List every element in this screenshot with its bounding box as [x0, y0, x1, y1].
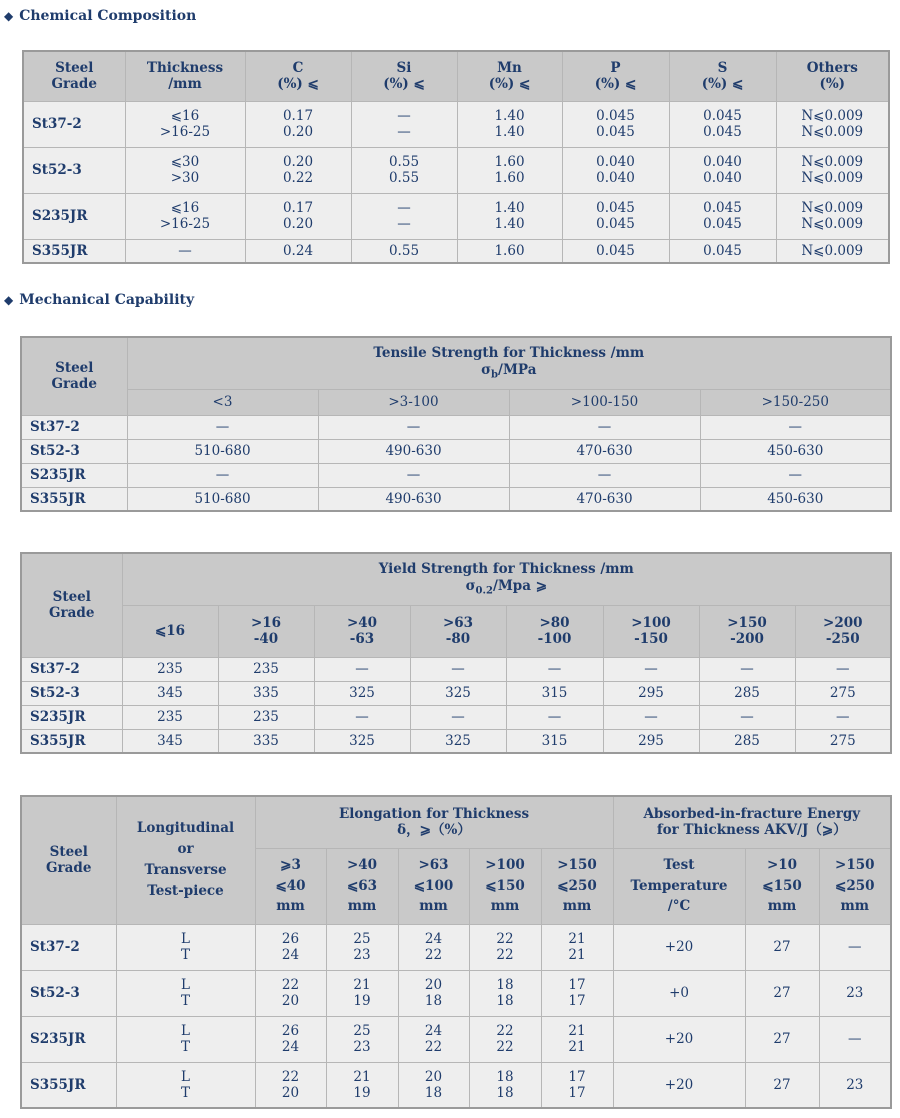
value-cell: 325	[314, 681, 410, 705]
value-cell: 470-630	[509, 487, 700, 511]
value-cell: 0.17 0.20	[245, 193, 351, 239]
test-piece-cell: L T	[116, 1062, 255, 1108]
grade-cell: S355JR	[21, 487, 127, 511]
value-cell: 0.045 0.045	[562, 193, 669, 239]
table-row	[21, 970, 891, 1016]
value-cell: — —	[351, 193, 457, 239]
value-cell: 26 24	[255, 924, 326, 970]
grade-cell: St37-2	[23, 101, 125, 147]
value-cell: 22 22	[469, 1016, 541, 1062]
value-cell: —	[314, 705, 410, 729]
value-cell: 510-680	[127, 439, 318, 463]
yield-unit: $\sigma_{0.2}$/Mpa ⩾	[465, 577, 548, 597]
value-cell: —	[410, 657, 506, 681]
value-cell: 1.60	[457, 239, 562, 263]
tensile-subheader-row	[21, 389, 891, 415]
thickness-col-header: >150 -200	[699, 605, 795, 657]
value-cell: 17 17	[541, 970, 613, 1016]
value-cell: 0.045 0.045	[669, 101, 776, 147]
value-cell: —	[509, 415, 700, 439]
value-cell: 25 23	[326, 1016, 398, 1062]
value-cell: 24 22	[398, 1016, 469, 1062]
grade-cell: S355JR	[21, 1062, 116, 1108]
thickness-col-header: <3	[127, 389, 318, 415]
value-cell: 275	[795, 681, 891, 705]
thickness-col-header: >150 ⩽250 mm	[819, 848, 891, 924]
temperature-cell: +20	[613, 1062, 745, 1108]
value-cell: 0.045	[669, 239, 776, 263]
value-cell: —	[125, 239, 245, 263]
grade-cell: S235JR	[21, 705, 122, 729]
value-cell: 1.60 1.60	[457, 147, 562, 193]
section-title-text: Mechanical Capability	[19, 292, 195, 308]
thickness-col-header: ⩽16	[122, 605, 218, 657]
value-cell: —	[795, 705, 891, 729]
thickness-col-header: >200 -250	[795, 605, 891, 657]
thickness-col-header: >150-250	[700, 389, 891, 415]
value-cell: 0.17 0.20	[245, 101, 351, 147]
chem-header-cell: Si (%) ⩽	[351, 51, 457, 101]
value-cell: 235	[218, 705, 314, 729]
section-title-mechanical	[4, 292, 194, 308]
energy-cell: 27	[745, 1016, 819, 1062]
yield-strength-table	[20, 552, 892, 754]
thickness-col-header: >150 ⩽250 mm	[541, 848, 613, 924]
chem-header-cell: S (%) ⩽	[669, 51, 776, 101]
value-cell: —	[318, 463, 509, 487]
grade-cell: St37-2	[21, 657, 122, 681]
value-cell: N⩽0.009	[776, 239, 889, 263]
thickness-col-header: >10 ⩽150 mm	[745, 848, 819, 924]
value-cell: —	[603, 657, 699, 681]
grade-cell: S235JR	[21, 463, 127, 487]
table-row	[21, 415, 891, 439]
table-row	[23, 147, 889, 193]
table-row	[23, 193, 889, 239]
yield-subheader-row	[21, 605, 891, 657]
value-cell: ⩽16 >16-25	[125, 101, 245, 147]
tensile-header-row	[21, 337, 891, 389]
value-cell: 470-630	[509, 439, 700, 463]
energy-cell: —	[819, 924, 891, 970]
value-cell: —	[699, 705, 795, 729]
table-row	[23, 239, 889, 263]
value-cell: —	[506, 657, 603, 681]
value-cell: —	[700, 463, 891, 487]
value-cell: N⩽0.009 N⩽0.009	[776, 101, 889, 147]
grade-cell: S355JR	[23, 239, 125, 263]
energy-cell: 27	[745, 970, 819, 1016]
elongation-energy-table	[20, 795, 892, 1109]
value-cell: 26 24	[255, 1016, 326, 1062]
value-cell: 21 19	[326, 1062, 398, 1108]
grade-cell: St37-2	[21, 924, 116, 970]
energy-cell: 23	[819, 1062, 891, 1108]
value-cell: 20 18	[398, 1062, 469, 1108]
energy-title-cell: Absorbed-in-fracture Energy for Thickness AKV/J（⩾）	[613, 796, 891, 848]
table-row	[23, 101, 889, 147]
value-cell: 21 21	[541, 924, 613, 970]
table-row	[21, 705, 891, 729]
value-cell: ⩽16 >16-25	[125, 193, 245, 239]
thickness-col-header: >63 ⩽100 mm	[398, 848, 469, 924]
value-cell: 21 21	[541, 1016, 613, 1062]
value-cell: 22 22	[469, 924, 541, 970]
value-cell: 490-630	[318, 487, 509, 511]
grade-header-cell: Steel Grade	[21, 553, 122, 657]
value-cell: 22 20	[255, 970, 326, 1016]
value-cell: 235	[122, 657, 218, 681]
value-cell: 510-680	[127, 487, 318, 511]
value-cell: —	[603, 705, 699, 729]
test-piece-cell: L T	[116, 1016, 255, 1062]
thickness-col-header: >80 -100	[506, 605, 603, 657]
temperature-col-header: Test Temperature /°C	[613, 848, 745, 924]
grade-header-cell: Steel Grade	[21, 796, 116, 924]
value-cell: —	[506, 705, 603, 729]
chem-header-cell: Others (%)	[776, 51, 889, 101]
yield-header-row	[21, 553, 891, 605]
chem-header-row	[23, 51, 889, 101]
thickness-col-header: >100 ⩽150 mm	[469, 848, 541, 924]
value-cell: 18 18	[469, 1062, 541, 1108]
value-cell: 0.55 0.55	[351, 147, 457, 193]
thickness-col-header: >16 -40	[218, 605, 314, 657]
table-row	[21, 1062, 891, 1108]
value-cell: —	[699, 657, 795, 681]
value-cell: —	[127, 463, 318, 487]
chem-header-cell: Steel Grade	[23, 51, 125, 101]
value-cell: 490-630	[318, 439, 509, 463]
value-cell: N⩽0.009 N⩽0.009	[776, 147, 889, 193]
value-cell: 345	[122, 681, 218, 705]
value-cell: —	[700, 415, 891, 439]
energy-cell: —	[819, 1016, 891, 1062]
thickness-col-header: >40 -63	[314, 605, 410, 657]
value-cell: —	[509, 463, 700, 487]
value-cell: 450-630	[700, 439, 891, 463]
test-piece-cell: L T	[116, 970, 255, 1016]
value-cell: 18 18	[469, 970, 541, 1016]
value-cell: 325	[410, 681, 506, 705]
value-cell: 0.040 0.040	[669, 147, 776, 193]
value-cell: 335	[218, 729, 314, 753]
value-cell: ⩽30 >30	[125, 147, 245, 193]
diamond-bullet-icon: ◆	[4, 9, 14, 23]
table-row	[21, 463, 891, 487]
chem-header-cell: P (%) ⩽	[562, 51, 669, 101]
table-row	[21, 657, 891, 681]
value-cell: 1.40 1.40	[457, 193, 562, 239]
thickness-col-header: >100 -150	[603, 605, 699, 657]
chem-header-cell: Thickness /mm	[125, 51, 245, 101]
section-title-text: Chemical Composition	[19, 8, 197, 24]
tensile-title: Tensile Strength for Thickness /mm	[373, 345, 645, 362]
value-cell: 0.55	[351, 239, 457, 263]
yield-title: Yield Strength for Thickness /mm	[378, 561, 634, 578]
value-cell: 450-630	[700, 487, 891, 511]
chemical-composition-table	[22, 50, 890, 264]
value-cell: 275	[795, 729, 891, 753]
tensile-strength-table	[20, 336, 892, 512]
thickness-col-header: ⩾3 ⩽40 mm	[255, 848, 326, 924]
value-cell: 325	[314, 729, 410, 753]
chem-header-cell: Mn (%) ⩽	[457, 51, 562, 101]
elong-header-row	[21, 796, 891, 848]
value-cell: N⩽0.009 N⩽0.009	[776, 193, 889, 239]
value-cell: 17 17	[541, 1062, 613, 1108]
value-cell: 0.040 0.040	[562, 147, 669, 193]
diamond-bullet-icon: ◆	[4, 293, 14, 307]
value-cell: 315	[506, 681, 603, 705]
value-cell: 25 23	[326, 924, 398, 970]
value-cell: 295	[603, 681, 699, 705]
grade-cell: St52-3	[23, 147, 125, 193]
value-cell: 0.24	[245, 239, 351, 263]
value-cell: 335	[218, 681, 314, 705]
test-piece-header-cell: Longitudinal or Transverse Test-piece	[116, 796, 255, 924]
value-cell: —	[795, 657, 891, 681]
energy-cell: 27	[745, 1062, 819, 1108]
value-cell: 285	[699, 681, 795, 705]
thickness-col-header: >63 -80	[410, 605, 506, 657]
energy-cell: 27	[745, 924, 819, 970]
table-row	[21, 439, 891, 463]
grade-cell: S355JR	[21, 729, 122, 753]
value-cell: —	[410, 705, 506, 729]
temperature-cell: +20	[613, 924, 745, 970]
elongation-title-cell: Elongation for Thickness δ，⩾（%）	[255, 796, 613, 848]
thickness-col-header: >3-100	[318, 389, 509, 415]
value-cell: 295	[603, 729, 699, 753]
table-row	[21, 487, 891, 511]
grade-header-cell: Steel Grade	[21, 337, 127, 415]
value-cell: —	[127, 415, 318, 439]
table-row	[21, 924, 891, 970]
value-cell: 1.40 1.40	[457, 101, 562, 147]
table-row	[21, 1016, 891, 1062]
grade-cell: S235JR	[23, 193, 125, 239]
thickness-col-header: >40 ⩽63 mm	[326, 848, 398, 924]
value-cell: —	[314, 657, 410, 681]
chem-header-cell: C (%) ⩽	[245, 51, 351, 101]
tensile-title-cell	[127, 337, 891, 389]
grade-cell: St52-3	[21, 970, 116, 1016]
value-cell: 0.045 0.045	[669, 193, 776, 239]
value-cell: 0.20 0.22	[245, 147, 351, 193]
value-cell: 21 19	[326, 970, 398, 1016]
value-cell: 22 20	[255, 1062, 326, 1108]
value-cell: 0.045 0.045	[562, 101, 669, 147]
grade-cell: S235JR	[21, 1016, 116, 1062]
grade-cell: St52-3	[21, 681, 122, 705]
value-cell: 345	[122, 729, 218, 753]
value-cell: 20 18	[398, 970, 469, 1016]
value-cell: 285	[699, 729, 795, 753]
temperature-cell: +20	[613, 1016, 745, 1062]
table-row	[21, 681, 891, 705]
energy-cell: 23	[819, 970, 891, 1016]
section-title-chemical	[4, 8, 196, 24]
temperature-cell: +0	[613, 970, 745, 1016]
value-cell: 235	[122, 705, 218, 729]
value-cell: —	[318, 415, 509, 439]
tensile-unit: $\sigma_b$/MPa	[481, 361, 537, 381]
table-row	[21, 729, 891, 753]
yield-title-cell	[122, 553, 891, 605]
test-piece-cell: L T	[116, 924, 255, 970]
grade-cell: St37-2	[21, 415, 127, 439]
value-cell: 235	[218, 657, 314, 681]
value-cell: 0.045	[562, 239, 669, 263]
grade-cell: St52-3	[21, 439, 127, 463]
value-cell: 315	[506, 729, 603, 753]
thickness-col-header: >100-150	[509, 389, 700, 415]
value-cell: 24 22	[398, 924, 469, 970]
value-cell: — —	[351, 101, 457, 147]
value-cell: 325	[410, 729, 506, 753]
